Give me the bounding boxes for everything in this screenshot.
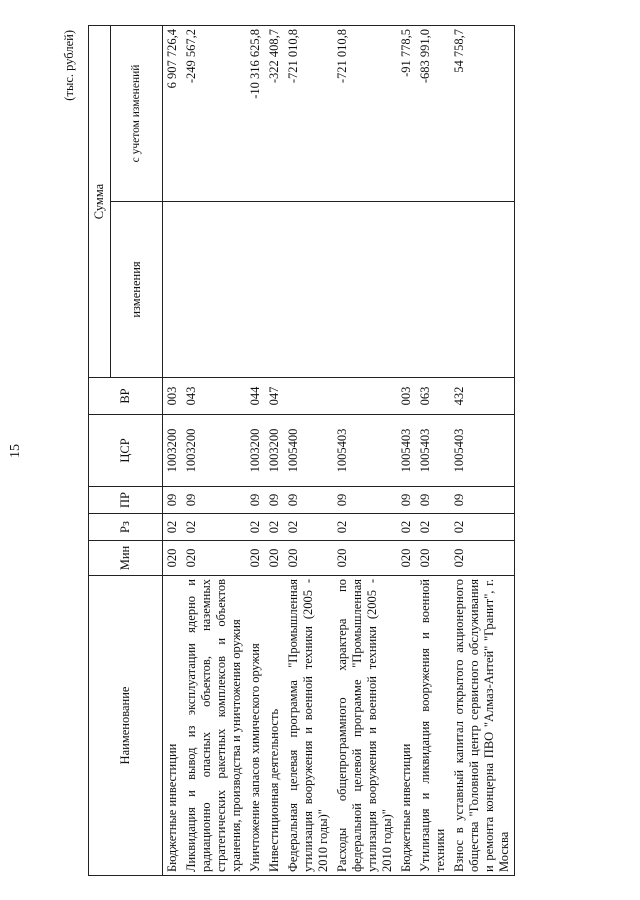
row-changes — [416, 202, 450, 378]
row-name: Взнос в уставный капитал открытого акционерного общества "Головной центр сервисного обслуживания и ремонта концерна ПВО "Алмаз-Антей" "Гранит", г. Москва — [450, 576, 515, 876]
row-name: Уничтожение запасов химического оружия — [246, 576, 265, 876]
row-rz: 02 — [416, 514, 450, 541]
table-row — [265, 26, 284, 876]
header-with-changes: с учетом изменений — [111, 26, 163, 202]
header-pr: ПР — [89, 487, 163, 514]
row-rz: 02 — [450, 514, 515, 541]
row-min: 020 — [450, 541, 515, 576]
row-changes — [265, 202, 284, 378]
row-changes — [333, 202, 397, 378]
row-vr: 003 — [397, 378, 416, 415]
row-total: 54 758,7 — [450, 26, 515, 202]
row-rz: 02 — [246, 514, 265, 541]
row-csr: 1003200 — [182, 415, 246, 487]
row-min: 020 — [265, 541, 284, 576]
rotated-page — [8, 26, 558, 876]
row-pr: 09 — [416, 487, 450, 514]
row-changes — [246, 202, 265, 378]
row-min: 020 — [416, 541, 450, 576]
table-row — [163, 26, 183, 876]
row-min: 020 — [284, 541, 333, 576]
row-changes — [397, 202, 416, 378]
row-min: 020 — [163, 541, 183, 576]
row-changes — [182, 202, 246, 378]
row-rz: 02 — [333, 514, 397, 541]
row-csr: 1003200 — [265, 415, 284, 487]
row-total: -322 408,7 — [265, 26, 284, 202]
row-min: 020 — [333, 541, 397, 576]
row-vr: 063 — [416, 378, 450, 415]
row-rz: 02 — [265, 514, 284, 541]
row-name: Расходы общепрограммного характера по федеральной целевой программе "Промышленная утилизация вооружения и военной техники (2005 - 2010 годы)" — [333, 576, 397, 876]
row-vr: 044 — [246, 378, 265, 415]
header-name: Наименование — [89, 576, 163, 876]
budget-table — [88, 25, 515, 876]
row-changes — [284, 202, 333, 378]
header-vr: ВР — [89, 378, 163, 415]
row-rz: 02 — [182, 514, 246, 541]
row-name: Федеральная целевая программа "Промышленная утилизация вооружения и военной техники (2005 - 2010 годы)" — [284, 576, 333, 876]
row-csr: 1005403 — [450, 415, 515, 487]
table-row — [397, 26, 416, 876]
table-header — [89, 26, 163, 876]
header-csr: ЦСР — [89, 415, 163, 487]
row-min: 020 — [397, 541, 416, 576]
row-name: Ликвидация и вывод из эксплуатации ядерно и радиационно опасных объектов, наземных стратегических ракетных комплексов и объектов хранения, производства и уничтожения оружия — [182, 576, 246, 876]
header-changes: изменения — [111, 202, 163, 378]
row-csr: 1003200 — [246, 415, 265, 487]
row-name: Утилизация и ликвидация вооружения и военной техники — [416, 576, 450, 876]
row-total: 6 907 726,4 — [163, 26, 183, 202]
row-vr: 003 — [163, 378, 183, 415]
row-pr: 09 — [450, 487, 515, 514]
row-total: -249 567,2 — [182, 26, 246, 202]
row-changes — [163, 202, 183, 378]
row-csr: 1005403 — [397, 415, 416, 487]
row-rz: 02 — [284, 514, 333, 541]
row-vr — [284, 378, 333, 415]
table-row — [333, 26, 397, 876]
row-total: -721 010,8 — [284, 26, 333, 202]
row-name: Бюджетные инвестиции — [163, 576, 183, 876]
row-name: Бюджетные инвестиции — [397, 576, 416, 876]
row-vr: 047 — [265, 378, 284, 415]
row-rz: 02 — [397, 514, 416, 541]
row-vr: 043 — [182, 378, 246, 415]
row-pr: 09 — [163, 487, 183, 514]
row-pr: 09 — [333, 487, 397, 514]
row-vr: 432 — [450, 378, 515, 415]
table-row — [284, 26, 333, 876]
row-total: -721 010,8 — [333, 26, 397, 202]
row-pr: 09 — [182, 487, 246, 514]
row-total: -10 316 625,8 — [246, 26, 265, 202]
row-name: Инвестиционная деятельность — [265, 576, 284, 876]
row-min: 020 — [246, 541, 265, 576]
row-csr: 1003200 — [163, 415, 183, 487]
row-min: 020 — [182, 541, 246, 576]
row-changes — [450, 202, 515, 378]
header-rz: Рз — [89, 514, 163, 541]
table-row — [416, 26, 450, 876]
units-label: (тыс. рублей) — [62, 30, 76, 101]
page-number: 15 — [8, 444, 23, 458]
row-csr: 1005400 — [284, 415, 333, 487]
row-csr: 1005403 — [416, 415, 450, 487]
row-vr — [333, 378, 397, 415]
row-pr: 09 — [397, 487, 416, 514]
header-min: Мин — [89, 541, 163, 576]
row-rz: 02 — [163, 514, 183, 541]
header-sum: Сумма — [89, 26, 111, 378]
table-body — [163, 26, 515, 876]
row-csr: 1005403 — [333, 415, 397, 487]
row-pr: 09 — [246, 487, 265, 514]
row-pr: 09 — [265, 487, 284, 514]
table-row — [182, 26, 246, 876]
table-row — [450, 26, 515, 876]
row-pr: 09 — [284, 487, 333, 514]
row-total: -683 991,0 — [416, 26, 450, 202]
row-total: -91 778,5 — [397, 26, 416, 202]
table-row — [246, 26, 265, 876]
